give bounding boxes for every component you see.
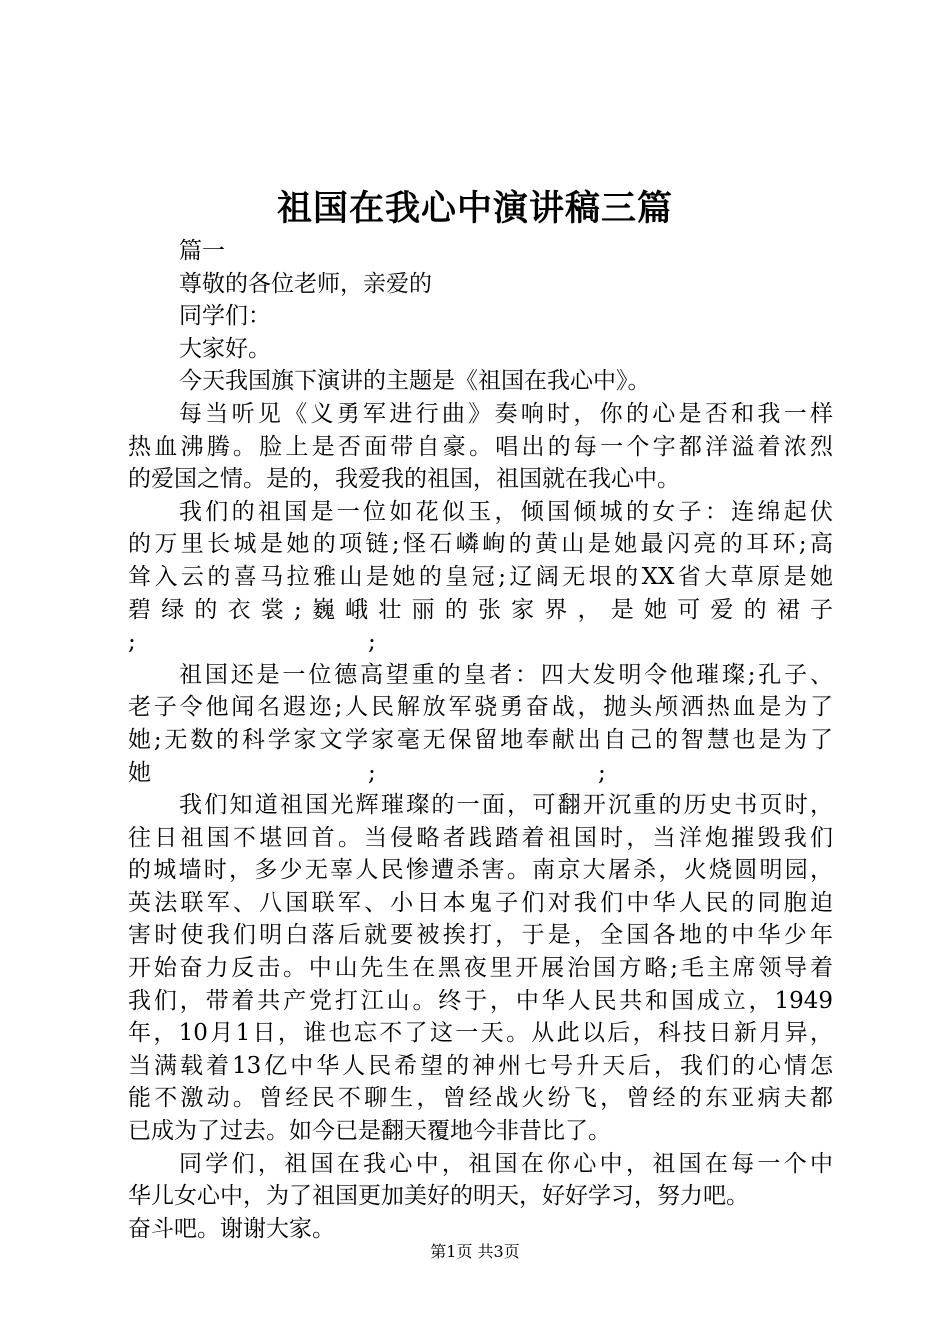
document-title: 祖国在我心中演讲稿三篇 bbox=[276, 188, 673, 229]
semicolon-mark: ; bbox=[368, 629, 376, 656]
paragraph-line: 英法联军、八国联军、小日本鬼子们对我们中华人民的同胞迫 bbox=[128, 889, 833, 916]
semicolon-mark: ; bbox=[598, 759, 606, 786]
salutation-line: 尊敬的各位老师，亲爱的 bbox=[179, 270, 432, 297]
paragraph-line: 的城墙时，多少无辜人民惨遭杀害。南京大屠杀，火烧圆明园， bbox=[128, 857, 833, 884]
paragraph-line: 耸入云的喜马拉雅山是她的皇冠;辽阔无垠的XX省大草原是她 bbox=[128, 563, 833, 590]
section-heading: 篇一 bbox=[179, 238, 225, 264]
paragraph-line: 祖国还是一位德高望重的皇者：四大发明令他璀璨;孔子、 bbox=[179, 661, 833, 688]
paragraph-line: 碧绿的衣裳;巍峨壮丽的张家界，是她可爱的裙子 bbox=[128, 596, 833, 623]
paragraph-line: 热血沸腾。脸上是否面带自豪。唱出的每一个字都洋溢着浓烈 bbox=[128, 433, 833, 460]
paragraph-line: 当满载着13亿中华人民希望的神州七号升天后，我们的心情怎 bbox=[128, 1052, 833, 1079]
paragraph-line: 今天我国旗下演讲的主题是《祖国在我心中》。 bbox=[179, 368, 651, 395]
paragraph-line: 年，10月1日，谁也忘不了这一天。从此以后，科技日新月异， bbox=[128, 1020, 833, 1047]
paragraph-fragment: 她 bbox=[128, 759, 151, 786]
semicolon-line bbox=[128, 757, 833, 790]
document-body bbox=[128, 235, 833, 1245]
paragraph-line: 往日祖国不堪回首。当侵略者践踏着祖国时，当洋炮摧毁我们 bbox=[128, 824, 833, 851]
paragraph-line: 能不激动。曾经民不聊生，曾经战火纷飞，曾经的东亚病夫都 bbox=[128, 1085, 833, 1112]
semicolon-line bbox=[128, 626, 833, 659]
paragraph-line: 她;无数的科学家文学家毫无保留地奉献出自己的智慧也是为了 bbox=[128, 726, 833, 753]
paragraph-line: 害时使我们明白落后就要被挨打，于是，全国各地的中华少年 bbox=[128, 922, 833, 949]
paragraph-line: 华儿女心中，为了祖国更加美好的明天，好好学习，努力吧。 bbox=[128, 1183, 749, 1210]
paragraph-line: 的万里长城是她的项链;怪石嶙峋的黄山是她最闪亮的耳环;高 bbox=[128, 531, 833, 558]
semicolon-mark: ; bbox=[368, 759, 376, 786]
paragraph-line: 我们的祖国是一位如花似玉，倾国倾城的女子：连绵起伏 bbox=[179, 498, 833, 525]
paragraph-line: 我们知道祖国光辉璀璨的一面，可翻开沉重的历史书页时， bbox=[179, 792, 833, 819]
paragraph-line: 的爱国之情。是的，我爱我的祖国，祖国就在我心中。 bbox=[128, 466, 680, 493]
paragraph-line: 每当听见《义勇军进行曲》奏响时，你的心是否和我一样 bbox=[179, 400, 833, 427]
semicolon-mark: ; bbox=[128, 629, 136, 656]
paragraph-line: 老子令他闻名遐迩;人民解放军骁勇奋战，抛头颅洒热血是为了 bbox=[128, 694, 833, 721]
paragraph-line: 同学们，祖国在我心中，祖国在你心中，祖国在每一个中 bbox=[179, 1150, 833, 1177]
paragraph-line: 奋斗吧。谢谢大家。 bbox=[128, 1215, 335, 1242]
greeting-line: 大家好。 bbox=[179, 335, 271, 362]
page-footer: 第1页 共3页 bbox=[430, 1242, 520, 1261]
paragraph-line: 开始奋力反击。中山先生在黑夜里开展治国方略;毛主席领导着 bbox=[128, 955, 833, 982]
salutation-line: 同学们： bbox=[179, 303, 271, 330]
paragraph-line: 已成为了过去。如今已是翻天覆地今非昔比了。 bbox=[128, 1118, 611, 1145]
paragraph-line: 我们，带着共产党打江山。终于，中华人民共和国成立，1949 bbox=[128, 987, 833, 1014]
